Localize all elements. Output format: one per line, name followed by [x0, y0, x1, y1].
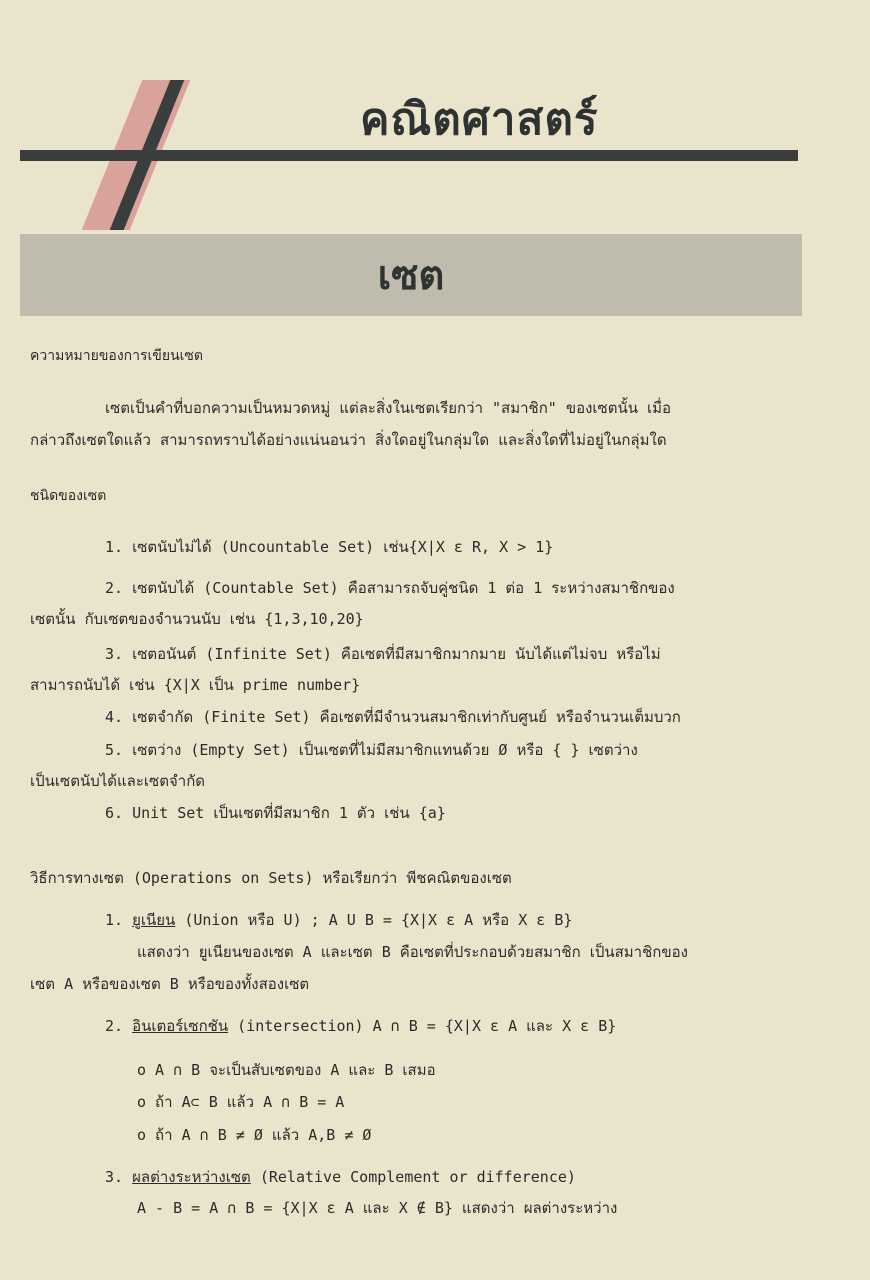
meaning-heading: ความหมายของการเขียนเซต	[30, 348, 204, 364]
meaning-line-2: กล่าวถึงเซตใดแล้ว สามารถทราบได้อย่างแน่นอนว่า สิ่งใดอยู่ในกลุ่มใด และสิ่งใดที่ไม่อยู่ในกลุ่มใด	[30, 431, 667, 449]
op-union-desc-2: เซต A หรือของเซต B หรือของทั้งสองเซต	[30, 975, 310, 993]
op-union-name: ยูเนียน	[132, 911, 176, 929]
op-union-line	[105, 910, 572, 930]
section-band	[20, 234, 802, 316]
op-intersection-formula: (intersection) A ∩ B = {X|X ε A และ X ε B}	[237, 1017, 617, 1035]
op-difference-line	[105, 1167, 576, 1187]
op-intersection-number: 2.	[105, 1017, 124, 1035]
type-item-2-cont: เซตนั้น กับเซตของจำนวนนับ เช่น {1,3,10,20}	[30, 610, 364, 628]
op-intersection-line	[105, 1016, 616, 1036]
types-heading: ชนิดของเซต	[30, 488, 107, 504]
type-item-2: 2. เซตนับได้ (Countable Set) คือสามารถจับคู่ชนิด 1 ต่อ 1 ระหว่างสมาชิกของ	[105, 579, 675, 597]
type-item-5-cont: เป็นเซตนับได้และเซตจำกัด	[30, 772, 206, 790]
op-difference-formula: A - B = A ∩ B = {X|X ε A และ X ∉ B} แสดงว่า ผลต่างระหว่าง	[137, 1199, 618, 1217]
section-title: เซต	[377, 253, 445, 299]
type-item-1: 1. เซตนับไม่ได้ (Uncountable Set) เช่น{X|X ε R, X > 1}	[105, 538, 554, 556]
type-item-3-cont: สามารถนับได้ เช่น {X|X เป็น prime number}	[30, 676, 361, 694]
type-item-5: 5. เซตว่าง (Empty Set) เป็นเซตที่ไม่มีสมาชิกแทนด้วย Ø หรือ { } เซตว่าง	[105, 741, 638, 759]
op-union-number: 1.	[105, 911, 124, 929]
meaning-line-1: เซตเป็นคำที่บอกความเป็นหมวดหมู่ แต่ละสิ่งในเซตเรียกว่า "สมาชิก" ของเซตนั้น เมื่อ	[105, 399, 672, 417]
intersection-bullet-2: o ถ้า A⊂ B แล้ว A ∩ B = A	[137, 1093, 345, 1111]
op-difference-name: ผลต่างระหว่างเซต	[132, 1168, 251, 1186]
type-item-6: 6. Unit Set เป็นเซตที่มีสมาชิก 1 ตัว เช่น {a}	[105, 804, 446, 822]
op-union-desc-1: แสดงว่า ยูเนียนของเซต A และเซต B คือเซตที่ประกอบด้วยสมาชิก เป็นสมาชิกของ	[137, 943, 688, 961]
type-item-4: 4. เซตจำกัด (Finite Set) คือเซตที่มีจำนวนสมาชิกเท่ากับศูนย์ หรือจำนวนเต็มบวก	[105, 708, 681, 726]
intersection-bullet-1: o A ∩ B จะเป็นสับเซตของ A และ B เสมอ	[137, 1061, 436, 1079]
op-difference-number: 3.	[105, 1168, 124, 1186]
type-item-3: 3. เซตอนันต์ (Infinite Set) คือเซตที่มีสมาชิกมากมาย นับได้แต่ไม่จบ หรือไม่	[105, 645, 661, 663]
page-title: คณิตศาสตร์	[360, 94, 599, 145]
intersection-bullet-3: o ถ้า A ∩ B ≠ Ø แล้ว A,B ≠ Ø	[137, 1126, 372, 1144]
op-intersection-name: อินเตอร์เซกชัน	[132, 1017, 229, 1035]
op-difference-label: (Relative Complement or difference)	[259, 1168, 576, 1186]
op-union-formula: (Union หรือ U) ; A U B = {X|X ε A หรือ X ε B}	[184, 911, 573, 929]
operations-heading: วิธีการทางเซต (Operations on Sets) หรือเรียกว่า พีชคณิตของเซต	[30, 869, 512, 887]
